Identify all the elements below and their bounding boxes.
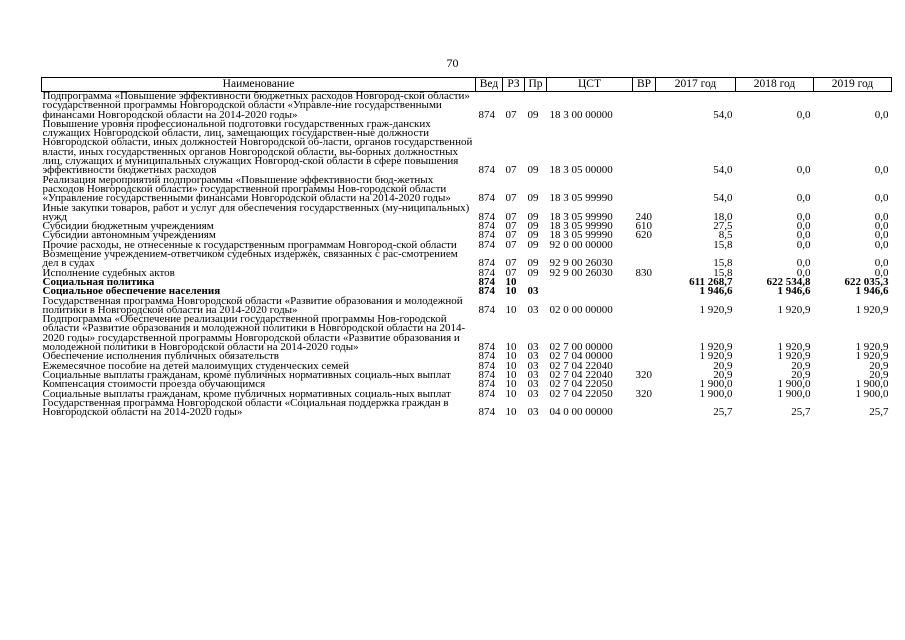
cell-rz: 10	[505, 406, 517, 419]
cell-2018: 0,0	[796, 229, 811, 242]
cell-2018: 0,0	[796, 238, 811, 251]
cell-name: Подпрограмма «Обеспечение реализации государственной программы Нов-городской области «Развитие образования и молодежной политики в Новгородской области на 2014-2020 годы» государственной программы Новгородской области «Развитие образования и молодежной политики в Новгородской области на 2014-2020 годы»	[42, 313, 466, 354]
cell-rz: 07	[505, 229, 517, 242]
cell-2018: 1 920,9	[777, 303, 811, 316]
cell-2019: 0,0	[874, 210, 889, 223]
cell-ved: 874	[478, 359, 495, 372]
cell-2017: 1 900,0	[699, 378, 733, 391]
cell-2018: 1 920,9	[777, 341, 811, 354]
cell-name: Социальные выплаты гражданам, кроме публичных нормативных социаль-ных выплат	[42, 387, 451, 400]
cell-pr: 09	[527, 229, 539, 242]
cell-ved: 874	[478, 164, 495, 177]
cell-vr: 240	[635, 210, 652, 223]
cell-pr: 03	[527, 285, 539, 298]
cell-ved: 874	[478, 285, 495, 298]
cell-ved: 874	[478, 387, 495, 400]
cell-2018: 20,9	[791, 368, 811, 381]
cell-vr: 320	[635, 368, 652, 381]
cell-ved: 874	[478, 406, 495, 419]
cell-cst: 18 3 05 99990	[549, 220, 613, 233]
cell-cst: 02 7 04 22050	[549, 378, 613, 391]
cell-2017: 1 946,6	[699, 285, 733, 298]
cell-cst: 18 3 05 99990	[549, 192, 613, 205]
cell-2019: 0,0	[874, 229, 889, 242]
cell-ved: 874	[478, 275, 495, 288]
cell-pr: 09	[527, 220, 539, 233]
cell-pr: 09	[527, 164, 539, 177]
cell-rz: 10	[505, 350, 517, 363]
cell-ved: 874	[478, 220, 495, 233]
cell-rz: 07	[505, 210, 517, 223]
cell-vr: 320	[635, 387, 652, 400]
table-row	[42, 269, 892, 278]
header-vr: ВР	[633, 78, 656, 92]
cell-2017: 611 268,7	[689, 275, 733, 288]
cell-cst: 02 7 00 00000	[549, 341, 613, 354]
cell-pr: 03	[527, 387, 539, 400]
cell-2018: 0,0	[796, 164, 811, 177]
cell-2017: 1 920,9	[699, 341, 733, 354]
cell-2019: 1 946,6	[855, 285, 889, 298]
cell-2017: 1 900,0	[699, 387, 733, 400]
table-row	[42, 315, 892, 352]
cell-2018: 1 946,6	[777, 285, 811, 298]
cell-2019: 622 035,3	[844, 275, 889, 288]
header-pr: Пр	[525, 78, 547, 92]
cell-pr: 09	[527, 108, 539, 121]
cell-rz: 07	[505, 257, 517, 270]
table-row	[42, 120, 892, 176]
cell-pr: 09	[527, 257, 539, 270]
cell-ved: 874	[478, 192, 495, 205]
cell-vr: 830	[635, 266, 652, 279]
cell-rz: 10	[505, 378, 517, 391]
table-row	[42, 399, 892, 418]
cell-vr	[633, 287, 656, 296]
cell-vr	[633, 315, 656, 352]
cell-ved: 874	[478, 238, 495, 251]
cell-name: Компенсация стоимости проезда обучающимся	[42, 378, 266, 391]
cell-2018: 0,0	[796, 108, 811, 121]
cell-name: Прочие расходы, не отнесенные к государственным программам Новгород-ской области	[42, 238, 457, 251]
cell-vr	[633, 352, 656, 361]
cell-name: Ежемесячное пособие на детей малоимущих студенческих семей	[42, 359, 349, 372]
header-ved: Вед	[476, 78, 503, 92]
header-2018: 2018 год	[736, 78, 814, 92]
cell-ved: 874	[478, 257, 495, 270]
cell-2017: 20,9	[713, 368, 733, 381]
cell-2019: 0,0	[874, 164, 889, 177]
cell-2017: 20,9	[713, 359, 733, 372]
cell-ved: 874	[478, 108, 495, 121]
table-row	[42, 92, 892, 120]
cell-vr	[633, 241, 656, 250]
cell-ved: 874	[478, 303, 495, 316]
cell-2017: 15,8	[713, 238, 733, 251]
cell-pr: 09	[527, 238, 539, 251]
cell-pr: 03	[527, 303, 539, 316]
cell-cst: 92 9 00 26030	[549, 266, 613, 279]
cell-2017: 8,5	[718, 229, 733, 242]
cell-vr	[633, 250, 656, 269]
cell-2017: 54,0	[713, 108, 733, 121]
cell-rz: 07	[505, 164, 517, 177]
cell-rz: 10	[505, 303, 517, 316]
cell-2019: 1 900,0	[855, 378, 889, 391]
cell-2017: 18,0	[713, 210, 733, 223]
cell-2018: 0,0	[796, 192, 811, 205]
cell-rz: 07	[505, 192, 517, 205]
cell-ved: 874	[478, 368, 495, 381]
cell-2017: 27,5	[713, 220, 733, 233]
cell-rz: 07	[505, 108, 517, 121]
page-number: 70	[446, 56, 459, 70]
cell-pr: 03	[527, 341, 539, 354]
cell-cst	[547, 278, 633, 287]
cell-name: Социальные выплаты гражданам, кроме публичных нормативных социаль-ных выплат	[42, 368, 451, 381]
cell-ved: 874	[478, 350, 495, 363]
cell-2019: 0,0	[874, 257, 889, 270]
header-cst: ЦСТ	[547, 78, 633, 92]
cell-2018: 25,7	[791, 406, 811, 419]
cell-2017: 15,8	[713, 266, 733, 279]
cell-cst: 18 3 05 00000	[549, 164, 613, 177]
table-row	[42, 176, 892, 204]
cell-2019: 0,0	[874, 238, 889, 251]
cell-2019: 25,7	[869, 406, 889, 419]
cell-pr: 09	[527, 266, 539, 279]
cell-name: Подпрограмма «Повышение эффективности бюджетных расходов Новгород-ской области» государственной программы Новгородской области «Управле-ние государственными финансами Новгородской области на 2014-2020 годы»	[42, 90, 470, 121]
cell-2019: 1 920,9	[855, 303, 889, 316]
cell-name: Социальная политика	[42, 275, 155, 288]
cell-cst	[547, 287, 633, 296]
cell-ved: 874	[478, 210, 495, 223]
cell-rz: 10	[505, 387, 517, 400]
cell-cst: 02 7 04 00000	[549, 350, 613, 363]
cell-vr	[633, 399, 656, 418]
cell-2018: 20,9	[791, 359, 811, 372]
cell-rz: 07	[505, 238, 517, 251]
cell-2019: 20,9	[869, 359, 889, 372]
cell-2018: 0,0	[796, 257, 811, 270]
cell-name: Государственная программа Новгородской области «Развитие образования и молодежной политики в Новгородской области на 2014-2020 годы»	[42, 294, 463, 316]
cell-cst: 18 3 00 00000	[549, 108, 613, 121]
cell-cst: 18 3 05 99990	[549, 210, 613, 223]
cell-2018: 1 900,0	[777, 378, 811, 391]
cell-pr: 03	[527, 406, 539, 419]
header-2019: 2019 год	[814, 78, 892, 92]
cell-vr	[633, 278, 656, 287]
cell-vr	[633, 92, 656, 120]
cell-2018: 0,0	[796, 266, 811, 279]
cell-cst: 92 0 00 00000	[549, 238, 613, 251]
cell-vr: 620	[635, 229, 652, 242]
header-2017: 2017 год	[656, 78, 736, 92]
table-row	[42, 250, 892, 269]
cell-2017: 1 920,9	[699, 350, 733, 363]
cell-cst: 02 0 00 00000	[549, 303, 613, 316]
cell-2019: 1 920,9	[855, 341, 889, 354]
cell-2019: 0,0	[874, 266, 889, 279]
cell-2019: 0,0	[874, 220, 889, 233]
cell-name: Обеспечение исполнения публичных обязательств	[42, 350, 280, 363]
cell-cst: 02 7 04 22040	[549, 359, 613, 372]
cell-cst: 92 9 00 26030	[549, 257, 613, 270]
cell-vr	[633, 176, 656, 204]
cell-ved: 874	[478, 229, 495, 242]
cell-pr: 09	[527, 192, 539, 205]
cell-2018: 622 534,8	[766, 275, 811, 288]
cell-cst: 18 3 05 99990	[549, 229, 613, 242]
cell-2017: 54,0	[713, 192, 733, 205]
cell-pr: 03	[527, 378, 539, 391]
cell-pr: 03	[527, 359, 539, 372]
cell-rz: 07	[505, 266, 517, 279]
cell-name: Социальное обеспечение населения	[42, 285, 221, 298]
cell-2017: 1 920,9	[699, 303, 733, 316]
cell-name: Реализация мероприятий подпрограммы «Повышение эффективности бюд-жетных расходов Новгородской области» государственной программы Нов-городской области «Управление государственными финансами Новгородской области на 2014-2020 годы»	[42, 173, 451, 205]
cell-vr: 610	[635, 220, 652, 233]
cell-cst: 04 0 00 00000	[549, 406, 613, 419]
cell-2017: 25,7	[713, 406, 733, 419]
header-rz: РЗ	[503, 78, 525, 92]
cell-name: Государственная программа Новгородской области «Социальная поддержка граждан в Новгородской области на 2014-2020 годы»	[42, 396, 449, 419]
cell-2019: 1 900,0	[855, 387, 889, 400]
cell-name: Повышение уровня профессиональной подготовки государственных граж-данских служащих Новгородской области, лиц, замещающих государствен-ные должности Новгородской области, иных должностей Новгородской об-ласти, органов государственной власти, иных государственных органов Новгородской области, вы-борных должностных лиц, служащих и муниципальных служащих Новгород-ской области в сфере повышения эффективности бюджетных расходов	[42, 117, 473, 177]
cell-2018: 1 900,0	[777, 387, 811, 400]
cell-2019: 1 920,9	[855, 350, 889, 363]
cell-rz: 10	[505, 341, 517, 354]
budget-table	[41, 77, 892, 417]
cell-2019: 20,9	[869, 368, 889, 381]
cell-name: Иные закупки товаров, работ и услуг для обеспечения государственных (му-ниципальных) нужд	[42, 201, 470, 223]
cell-name: Субсидии автономным учреждениям	[42, 229, 216, 242]
cell-rz: 10	[505, 368, 517, 381]
cell-2018: 0,0	[796, 220, 811, 233]
cell-pr: 03	[527, 350, 539, 363]
cell-rz: 07	[505, 220, 517, 233]
cell-vr	[633, 120, 656, 176]
cell-2018: 0,0	[796, 210, 811, 223]
cell-vr	[633, 297, 656, 316]
cell-rz: 10	[505, 359, 517, 372]
cell-pr: 09	[527, 210, 539, 223]
header-name: Наименование	[42, 78, 476, 92]
cell-2017: 54,0	[713, 164, 733, 177]
cell-rz: 10	[505, 285, 517, 298]
cell-name: Исполнение судебных актов	[42, 266, 175, 279]
cell-cst: 02 7 04 22040	[549, 368, 613, 381]
cell-2019: 0,0	[874, 108, 889, 121]
cell-rz: 10	[505, 275, 517, 288]
cell-ved: 874	[478, 341, 495, 354]
cell-ved: 874	[478, 378, 495, 391]
cell-2017: 15,8	[713, 257, 733, 270]
cell-2018: 1 920,9	[777, 350, 811, 363]
cell-name: Возмещение учреждением-ответчиком судебных издержек, связанных с рас-смотрением дел в судах	[42, 248, 458, 270]
cell-cst: 02 7 04 22050	[549, 387, 613, 400]
cell-pr: 03	[527, 368, 539, 381]
cell-ved: 874	[478, 266, 495, 279]
cell-name: Субсидии бюджетным учреждениям	[42, 220, 214, 233]
cell-2019: 0,0	[874, 192, 889, 205]
